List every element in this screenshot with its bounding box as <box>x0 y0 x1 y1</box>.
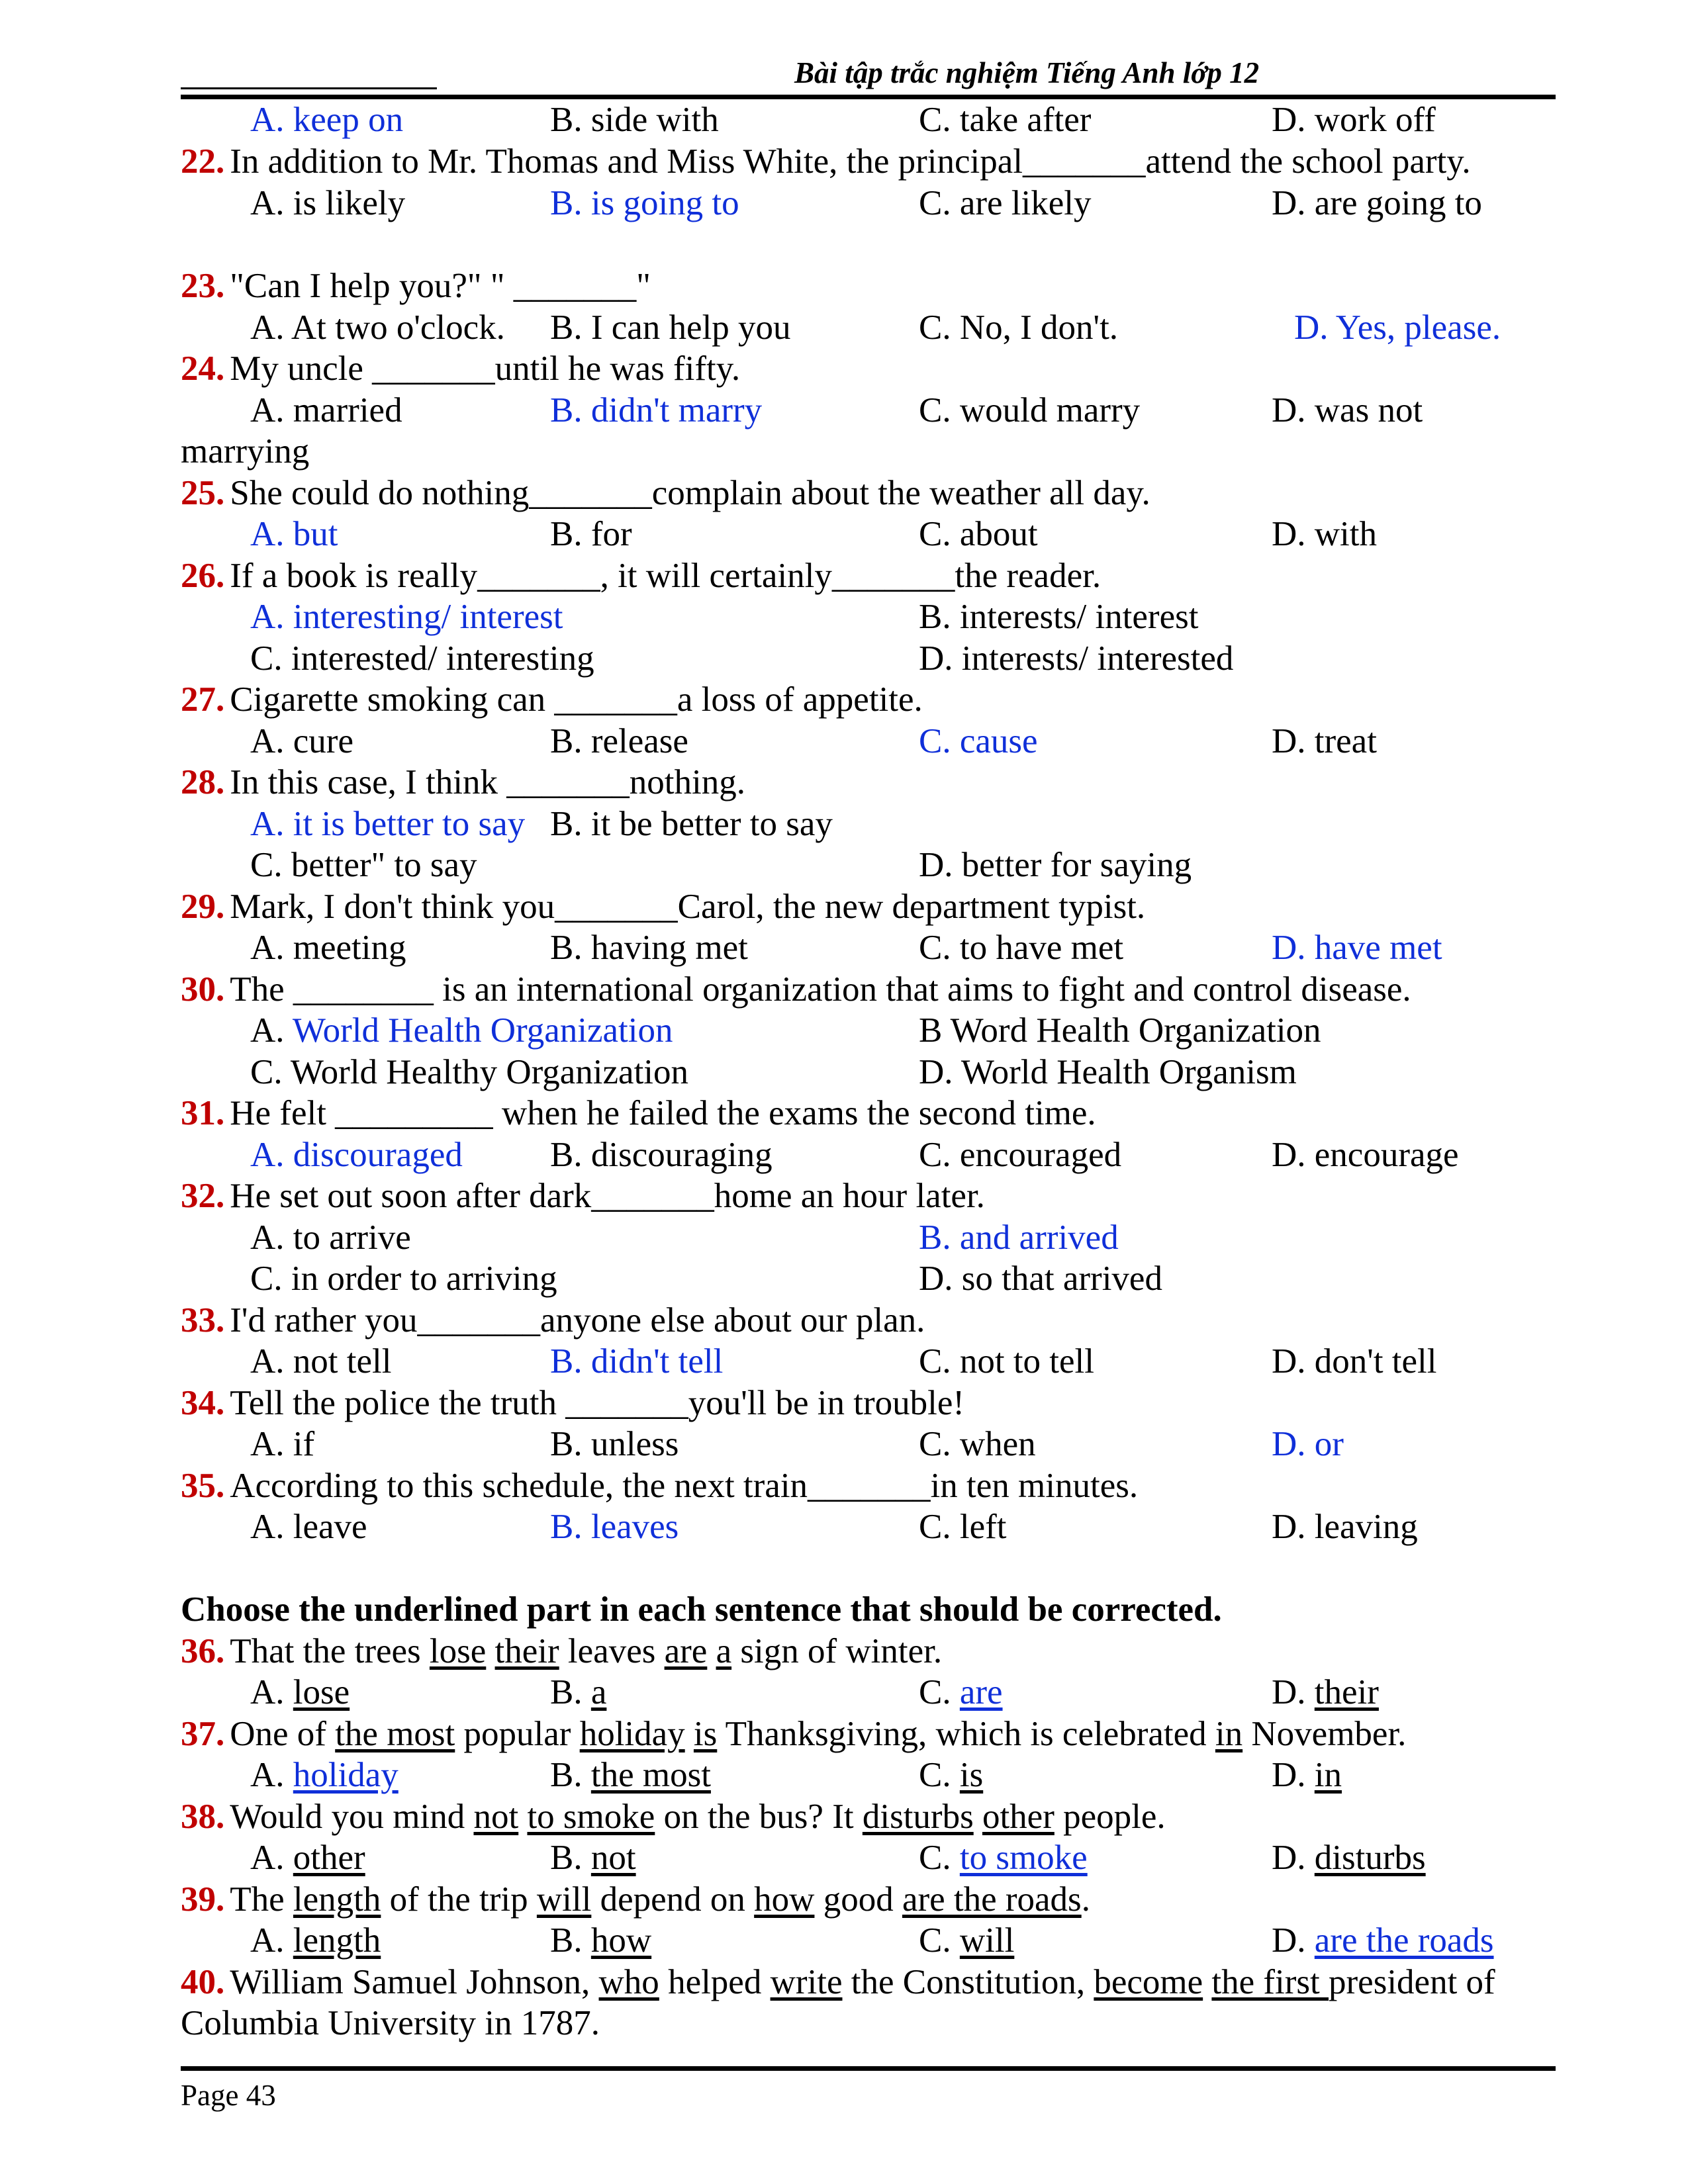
option-text: not <box>590 1839 636 1877</box>
question-26 <box>181 556 1101 596</box>
option-letter: B. <box>550 1673 583 1711</box>
question-text: In addition to Mr. Thomas and Miss White, the principal_______attend the school party. <box>230 142 1471 181</box>
q40-text-continued: Columbia University in 1787. <box>181 2004 600 2042</box>
question-33 <box>181 1300 925 1340</box>
question-28 <box>181 762 745 802</box>
option-letter: D. <box>1272 1673 1306 1711</box>
text-segment: sign of winter. <box>731 1632 943 1670</box>
q35-option-a: A. leave <box>250 1508 367 1546</box>
q32-option-a: A. to arrive <box>250 1218 411 1257</box>
q21-option-a: A. keep on <box>250 101 404 139</box>
q37-option-c <box>919 1755 983 1795</box>
q24-option-d: D. was not <box>1272 391 1423 430</box>
q32-option-b: B. and arrived <box>919 1218 1119 1257</box>
option-letter: A. <box>250 1839 285 1877</box>
question-text: He felt _________ when he failed the exams the second time. <box>230 1094 1096 1132</box>
underlined-part: a <box>716 1632 732 1670</box>
q36-option-b <box>550 1672 606 1712</box>
underlined-part: other <box>982 1797 1055 1836</box>
underlined-part: become <box>1094 1963 1203 2001</box>
q29-option-a: A. meeting <box>250 929 406 967</box>
underlined-part: lose <box>429 1632 487 1670</box>
text-segment <box>707 1632 716 1670</box>
text-segment <box>518 1797 527 1836</box>
text-segment: leaves <box>559 1632 665 1670</box>
question-36 <box>181 1631 942 1671</box>
text-segment: William Samuel Johnson, <box>230 1963 599 2001</box>
question-number: 32. <box>181 1177 225 1215</box>
q27-option-a: A. cure <box>250 722 353 760</box>
option-letter: C. <box>919 1839 951 1877</box>
option-letter: A. <box>250 1673 285 1711</box>
text-segment: November. <box>1243 1715 1407 1753</box>
q25-option-b: B. for <box>550 515 632 553</box>
text-segment: Thanksgiving, which is celebrated <box>717 1715 1215 1753</box>
q38-option-d <box>1272 1838 1426 1878</box>
q37-option-b <box>550 1755 711 1795</box>
underlined-part: disturbs <box>862 1797 974 1836</box>
question-35 <box>181 1466 1138 1506</box>
text-segment: of the trip <box>381 1880 537 1919</box>
question-text: The ________ is an international organization that aims to fight and control disease. <box>230 970 1411 1009</box>
text-segment: helped <box>659 1963 771 2001</box>
underlined-part: will <box>536 1880 592 1919</box>
text-segment: One of <box>230 1715 336 1753</box>
q31-option-a: A. discouraged <box>250 1136 463 1174</box>
question-number: 33. <box>181 1301 225 1340</box>
q30-option-b: B Word Health Organization <box>919 1011 1321 1050</box>
q28-option-a: A. it is better to say <box>250 805 526 843</box>
question-34 <box>181 1383 964 1423</box>
q30-option-c: C. World Healthy Organization <box>250 1053 689 1091</box>
underlined-part: write <box>770 1963 843 2001</box>
q23-option-a: A. At two o'clock. <box>250 308 505 347</box>
text-segment: good <box>814 1880 902 1919</box>
text-segment <box>1203 1963 1211 2001</box>
q32-option-c: C. in order to arriving <box>250 1259 557 1298</box>
text-segment: . <box>1081 1880 1090 1919</box>
question-number: 30. <box>181 970 225 1009</box>
option-text: a <box>590 1673 607 1711</box>
q22-option-d: D. are going to <box>1272 184 1482 222</box>
question-number: 31. <box>181 1094 225 1132</box>
question-number: 27. <box>181 680 225 719</box>
question-text: My uncle _______until he was fifty. <box>230 349 741 388</box>
q36-option-c <box>919 1672 1003 1712</box>
question-number: 23. <box>181 267 225 305</box>
option-letter: D. <box>1272 1756 1306 1794</box>
underlined-part: how <box>754 1880 815 1919</box>
q36-option-a <box>250 1672 350 1712</box>
question-24 <box>181 349 740 388</box>
option-text: are the roads <box>1314 1921 1494 1960</box>
question-number: 22. <box>181 142 225 181</box>
question-number: 25. <box>181 474 225 512</box>
option-letter: A. <box>250 1756 285 1794</box>
question-number: 29. <box>181 887 225 926</box>
q21-option-c: C. take after <box>919 101 1092 139</box>
option-letter: B. <box>550 1839 583 1877</box>
option-letter: D. <box>1272 1921 1306 1960</box>
q24-option-b: B. didn't marry <box>550 391 763 430</box>
question-number: 28. <box>181 763 225 801</box>
question-31 <box>181 1093 1096 1133</box>
question-number: 36. <box>181 1632 225 1670</box>
option-text: length <box>293 1921 381 1960</box>
question-27 <box>181 680 923 719</box>
question-32 <box>181 1176 985 1216</box>
q32-option-d: D. so that arrived <box>919 1259 1162 1298</box>
q31-option-b: B. discouraging <box>550 1136 773 1174</box>
q29-option-d: D. have met <box>1272 929 1442 967</box>
text-segment: depend on <box>591 1880 755 1919</box>
question-23 <box>181 266 651 306</box>
question-number: 38. <box>181 1797 225 1836</box>
option-letter: B. <box>550 1756 583 1794</box>
q33-option-d: D. don't tell <box>1272 1342 1437 1381</box>
question-text: I'd rather you_______anyone else about our plan. <box>230 1301 925 1340</box>
underlined-part: are the roads <box>902 1880 1082 1919</box>
q22-option-c: C. are likely <box>919 184 1092 222</box>
section-heading: Choose the underlined part in each sentence that should be corrected. <box>181 1590 1222 1629</box>
q28-option-d: D. better for saying <box>919 846 1192 884</box>
q26-option-a: A. interesting/ interest <box>250 598 563 636</box>
q36-option-d <box>1272 1672 1379 1712</box>
question-number: 26. <box>181 557 225 595</box>
q34-option-b: B. unless <box>550 1425 679 1463</box>
q22-option-a: A. is likely <box>250 184 406 222</box>
question-29 <box>181 887 1145 927</box>
q25-option-a: A. but <box>250 515 338 553</box>
q27-option-d: D. treat <box>1272 722 1377 760</box>
question-number: 37. <box>181 1715 225 1753</box>
q24-option-a: A. married <box>250 391 402 430</box>
underlined-part: are <box>664 1632 708 1670</box>
q34-option-a: A. if <box>250 1425 315 1463</box>
question-37 <box>181 1714 1406 1754</box>
question-number: 39. <box>181 1880 225 1919</box>
question-text: Mark, I don't think you_______Carol, the new department typist. <box>230 887 1146 926</box>
text-segment: popular <box>455 1715 580 1753</box>
underlined-part: in <box>1215 1715 1243 1753</box>
underlined-part: to smoke <box>527 1797 655 1836</box>
text-segment <box>685 1715 694 1753</box>
footer-rule <box>181 2066 1556 2071</box>
q25-option-d: D. with <box>1272 515 1377 553</box>
page-number: Page 43 <box>181 2079 276 2112</box>
q21-option-d: D. work off <box>1272 101 1436 139</box>
q31-option-c: C. encouraged <box>919 1136 1122 1174</box>
question-text: She could do nothing_______complain about the weather all day. <box>230 474 1150 512</box>
underlined-part: is <box>693 1715 718 1753</box>
option-text: their <box>1314 1673 1379 1711</box>
q35-option-d: D. leaving <box>1272 1508 1418 1546</box>
question-text: Cigarette smoking can _______a loss of appetite. <box>230 680 923 719</box>
q23-option-c: C. No, I don't. <box>919 308 1119 347</box>
underlined-part: their <box>494 1632 559 1670</box>
q28-option-b: B. it be better to say <box>550 805 833 843</box>
option-text: are <box>959 1673 1003 1711</box>
q28-option-c: C. better" to say <box>250 846 477 884</box>
text-segment: on the bus? It <box>655 1797 863 1836</box>
text-segment <box>486 1632 494 1670</box>
q25-option-c: C. about <box>919 515 1038 553</box>
question-text: "Can I help you?" " _______" <box>230 267 651 305</box>
option-text: World Health Organization <box>292 1011 673 1050</box>
q26-option-d: D. interests/ interested <box>919 639 1234 678</box>
option-text: holiday <box>293 1756 399 1794</box>
text-segment: president of <box>1329 1963 1495 2001</box>
option-text: lose <box>293 1673 350 1711</box>
option-text: to smoke <box>959 1839 1088 1877</box>
page-title: Bài tập trắc nghiệm Tiếng Anh lớp 12 <box>794 56 1260 89</box>
option-text: the most <box>590 1756 711 1794</box>
q39-option-c <box>919 1921 1014 1960</box>
option-letter: A. <box>250 1921 285 1960</box>
question-39 <box>181 1880 1090 1919</box>
q38-option-a <box>250 1838 365 1878</box>
q21-option-b: B. side with <box>550 101 719 139</box>
option-text: will <box>959 1921 1015 1960</box>
q30-option-d: D. World Health Organism <box>919 1053 1297 1091</box>
text-segment: Would you mind <box>230 1797 474 1836</box>
q33-option-a: A. not tell <box>250 1342 392 1381</box>
q35-option-b: B. leaves <box>550 1508 679 1546</box>
q33-option-b: B. didn't tell <box>550 1342 724 1381</box>
question-number: 34. <box>181 1384 225 1422</box>
option-letter: D. <box>1272 1839 1306 1877</box>
text-segment: That the trees <box>230 1632 430 1670</box>
q37-option-a <box>250 1755 399 1795</box>
question-number: 40. <box>181 1963 225 2001</box>
header-rule <box>181 95 1556 99</box>
text-segment <box>974 1797 982 1836</box>
q38-option-c <box>919 1838 1088 1878</box>
option-letter: C. <box>919 1673 951 1711</box>
question-25 <box>181 473 1150 513</box>
option-text: other <box>293 1839 365 1877</box>
question-number: 35. <box>181 1467 225 1505</box>
option-text: disturbs <box>1314 1839 1426 1877</box>
question-text: According to this schedule, the next train_______in ten minutes. <box>230 1467 1139 1505</box>
text-segment: the Constitution, <box>842 1963 1094 2001</box>
option-letter: A. <box>250 1011 285 1050</box>
option-letter: C. <box>919 1756 951 1794</box>
q29-option-c: C. to have met <box>919 929 1124 967</box>
q39-option-b <box>550 1921 651 1960</box>
underlined-part: not <box>473 1797 519 1836</box>
q33-option-c: C. not to tell <box>919 1342 1094 1381</box>
option-letter: C. <box>919 1921 951 1960</box>
question-38 <box>181 1797 1166 1837</box>
q27-option-c: C. cause <box>919 722 1038 760</box>
q35-option-c: C. left <box>919 1508 1007 1546</box>
q22-option-b: B. is going to <box>550 184 739 222</box>
q38-option-b <box>550 1838 636 1878</box>
underlined-part: holiday <box>579 1715 685 1753</box>
q31-option-d: D. encourage <box>1272 1136 1459 1174</box>
text-segment: people. <box>1054 1797 1166 1836</box>
q23-option-b: B. I can help you <box>550 308 791 347</box>
option-letter: B. <box>550 1921 583 1960</box>
q24-option-c: C. would marry <box>919 391 1141 430</box>
question-40 <box>181 1962 1495 2002</box>
q37-option-d <box>1272 1755 1342 1795</box>
underlined-part: who <box>598 1963 659 2001</box>
header-left-rule <box>181 87 437 89</box>
q26-option-c: C. interested/ interesting <box>250 639 594 678</box>
q34-option-c: C. when <box>919 1425 1036 1463</box>
option-text: how <box>590 1921 652 1960</box>
underlined-part: the first <box>1211 1963 1329 2001</box>
option-text: is <box>959 1756 984 1794</box>
q29-option-b: B. having met <box>550 929 748 967</box>
text-segment: The <box>230 1880 293 1919</box>
q24-option-d-continued: marrying <box>181 432 310 471</box>
q23-option-d: D. Yes, please. <box>1294 308 1501 347</box>
q30-option-a <box>250 1011 673 1050</box>
question-text: Tell the police the truth _______you'll be in trouble! <box>230 1384 965 1422</box>
q39-option-a <box>250 1921 381 1960</box>
question-text: In this case, I think _______nothing. <box>230 763 745 801</box>
q26-option-b: B. interests/ interest <box>919 598 1199 636</box>
q34-option-d: D. or <box>1272 1425 1344 1463</box>
question-number: 24. <box>181 349 225 388</box>
question-30 <box>181 970 1411 1009</box>
underlined-part: the most <box>335 1715 455 1753</box>
question-22 <box>181 142 1471 181</box>
q39-option-d <box>1272 1921 1494 1960</box>
option-text: in <box>1314 1756 1342 1794</box>
question-text: He set out soon after dark_______home an hour later. <box>230 1177 985 1215</box>
q27-option-b: B. release <box>550 722 688 760</box>
question-text: If a book is really_______, it will certainly_______the reader. <box>230 557 1102 595</box>
underlined-part: length <box>293 1880 381 1919</box>
